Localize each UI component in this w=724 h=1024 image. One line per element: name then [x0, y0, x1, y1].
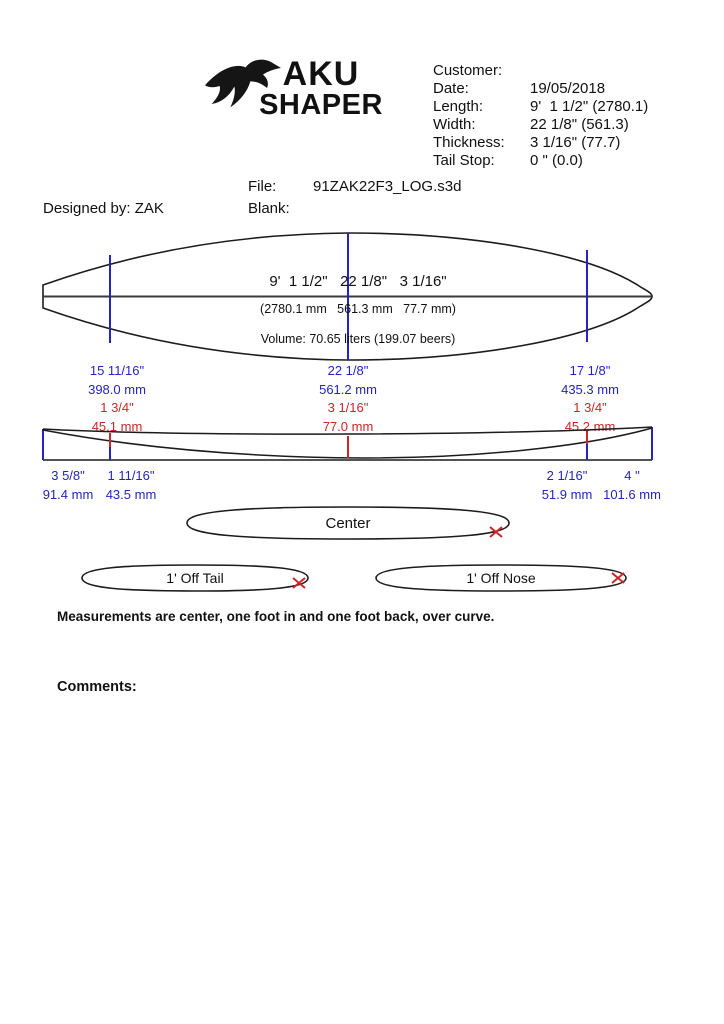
board-dimensions-mm-text: (2780.1 mm 561.3 mm 77.7 mm)	[260, 302, 456, 316]
field-width-label: Width:	[433, 116, 476, 133]
rocker-measurement-nose	[587, 467, 677, 504]
thickness-mm: 45.2 mm	[564, 418, 616, 434]
volume-text: Volume: 70.65 liters (199.07 beers)	[260, 332, 456, 346]
file-label: File:	[248, 178, 277, 195]
rocker-mm: 91.4 mm	[42, 486, 94, 502]
brand-wordmark	[250, 55, 392, 121]
file-value: 91ZAK22F3_LOG.s3d	[313, 178, 462, 195]
rocker-inches: 2 1/16"	[546, 468, 588, 483]
thickness-mm: 45.1 mm	[91, 418, 143, 434]
rocker-inches: 3 5/8"	[51, 468, 85, 483]
rocker-inches: 4 "	[624, 468, 640, 483]
measurements-note: Measurements are center, one foot in and one foot back, over curve.	[57, 609, 495, 624]
thickness-inches: 1 3/4"	[573, 400, 607, 415]
field-length-label: Length:	[433, 98, 484, 115]
brand-aku: AKU	[282, 55, 360, 93]
rocker-inches: 1 11/16"	[107, 468, 155, 483]
field-tail-stop	[433, 152, 718, 170]
width-inches: 15 11/16"	[89, 363, 145, 378]
field-thickness	[433, 134, 718, 152]
field-date	[433, 80, 718, 98]
width-inches: 17 1/8"	[569, 363, 611, 378]
board-dimensions-text: 9' 1 1/2" 22 1/8" 3 1/16"	[269, 273, 447, 290]
field-thickness-label: Thickness:	[433, 134, 505, 151]
comments-label: Comments:	[57, 679, 137, 695]
field-tail-stop-value: 0 " (0.0)	[530, 152, 583, 169]
field-width-value: 22 1/8" (561.3)	[530, 116, 629, 133]
field-customer	[433, 62, 718, 80]
rocker-profile-drawing	[35, 423, 660, 463]
off-tail-section-label: 1' Off Tail	[166, 570, 224, 586]
deck-curve	[43, 427, 652, 434]
field-length	[433, 98, 718, 116]
center-section-label: Center	[325, 514, 371, 532]
rocker-mm: 101.6 mm	[603, 486, 661, 502]
field-thickness-value: 3 1/16" (77.7)	[530, 134, 621, 151]
off-nose-section-label: 1' Off Nose	[466, 570, 536, 586]
field-customer-label: Customer:	[433, 62, 503, 79]
width-mm: 435.3 mm	[561, 381, 619, 397]
field-date-label: Date:	[433, 80, 469, 97]
rocker-mm: 43.5 mm	[105, 486, 157, 502]
thickness-inches: 1 3/4"	[100, 400, 134, 415]
designed-by: Designed by: ZAK	[43, 200, 164, 217]
width-mm: 398.0 mm	[88, 381, 146, 397]
rocker-mm: 51.9 mm	[541, 486, 593, 502]
blank-label: Blank:	[248, 200, 290, 217]
field-length-value: 9' 1 1/2" (2780.1)	[530, 98, 649, 115]
field-tail-stop-label: Tail Stop:	[433, 152, 495, 169]
width-inches: 22 1/8"	[327, 363, 369, 378]
thickness-inches: 3 1/16"	[327, 400, 369, 415]
brand-shaper: SHAPER	[259, 89, 383, 121]
field-date-value: 19/05/2018	[530, 80, 606, 97]
field-width	[433, 116, 718, 134]
thickness-mm: 77.0 mm	[322, 418, 374, 434]
rocker-measurement-off-tail	[86, 467, 176, 504]
width-mm: 561.2 mm	[319, 381, 377, 397]
